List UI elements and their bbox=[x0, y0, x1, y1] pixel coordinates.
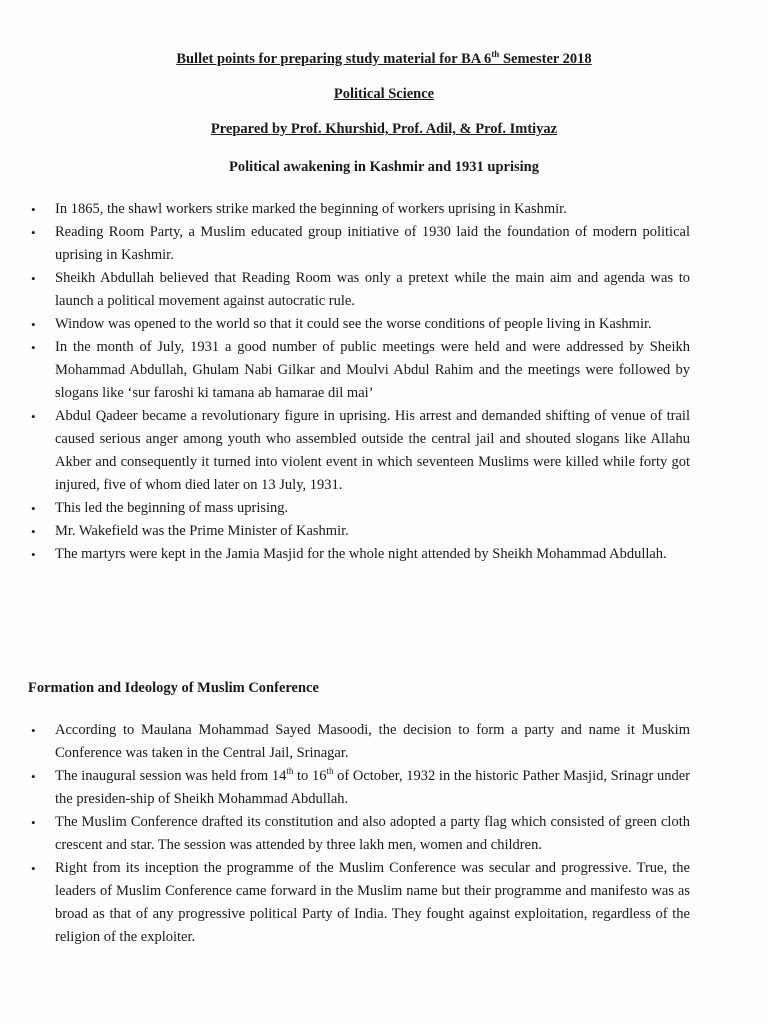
list-item bbox=[0, 336, 690, 405]
section-heading: Formation and Ideology of Muslim Conference bbox=[28, 680, 319, 696]
bullet-icon: • bbox=[31, 225, 36, 240]
list-item-text: According to Maulana Mohammad Sayed Masoodi, the decision to form a party and name it Muskim Conference was taken in the Central Jail, Srinagar. bbox=[55, 722, 690, 761]
list-item-text: The martyrs were kept in the Jamia Masjid for the whole night attended by Sheikh Mohammad Abdullah. bbox=[55, 546, 667, 562]
list-item-text: Reading Room Party, a Muslim educated group initiative of 1930 laid the foundation of modern political uprising in Kashmir. bbox=[55, 224, 690, 263]
bullet-icon: • bbox=[31, 340, 36, 355]
bullet-list-muslim-conference bbox=[0, 719, 690, 949]
list-item bbox=[0, 267, 690, 313]
bullet-icon: • bbox=[31, 524, 36, 539]
text-run: of October, 1932 in the historic Pather Masjid, Srinagr under the presiden-ship of Sheikh Mohammad Abdullah. bbox=[55, 768, 690, 807]
title-text: Bullet points for preparing study material for BA 6 bbox=[176, 50, 492, 67]
bullet-icon: • bbox=[31, 317, 36, 332]
list-item-text: Window was opened to the world so that it could see the worse conditions of people living in Kashmir. bbox=[55, 316, 652, 332]
document-title bbox=[0, 49, 768, 68]
bullet-icon: • bbox=[31, 861, 36, 876]
bullet-icon: • bbox=[31, 409, 36, 424]
superscript: th bbox=[286, 766, 294, 777]
bullet-icon: • bbox=[31, 815, 36, 830]
superscript: th bbox=[326, 766, 334, 777]
topic-heading: Political awakening in Kashmir and 1931 uprising bbox=[229, 159, 539, 175]
bullet-icon: • bbox=[31, 271, 36, 286]
list-item-text: This led the beginning of mass uprising. bbox=[55, 500, 289, 516]
list-item-text: In 1865, the shawl workers strike marked the beginning of workers uprising in Kashmir. bbox=[55, 201, 567, 217]
list-item bbox=[0, 313, 690, 336]
authors-line: Prepared by Prof. Khurshid, Prof. Adil, & Prof. Imtiyaz bbox=[210, 121, 558, 137]
list-item bbox=[0, 811, 690, 857]
list-item-text bbox=[55, 765, 690, 811]
subject-heading: Political Science bbox=[333, 86, 435, 102]
list-item-text: Right from its inception the programme of the Muslim Conference was secular and progressive. True, the leaders of Muslim Conference came forward in the Muslim name but their programme and manifesto was as broad as that of any progressive political Party of India. They fought against exploitation, regardless of the religion of the exploiter. bbox=[55, 860, 690, 945]
list-item bbox=[0, 543, 690, 566]
list-item bbox=[0, 765, 690, 811]
list-item bbox=[0, 520, 690, 543]
bullet-icon: • bbox=[31, 547, 36, 562]
bullet-icon: • bbox=[31, 723, 36, 738]
list-item bbox=[0, 497, 690, 520]
list-item bbox=[0, 198, 690, 221]
list-item-text: In the month of July, 1931 a good number of public meetings were held and were addressed by Sheikh Mohammad Abdullah, Ghulam Nabi Gilkar and Moulvi Abdul Rahim and the meetings were followed by slogans like ‘sur faroshi ki tamana ab hamarae dil mai’ bbox=[55, 339, 690, 401]
list-item bbox=[0, 857, 690, 949]
title-superscript: th bbox=[491, 49, 500, 59]
bullet-icon: • bbox=[31, 769, 36, 784]
bullet-list-uprising bbox=[0, 198, 690, 566]
text-run: The inaugural session was held from 14 bbox=[55, 768, 287, 784]
title-text-end: Semester 2018 bbox=[499, 50, 592, 67]
list-item bbox=[0, 405, 690, 497]
text-run: to 16 bbox=[293, 768, 327, 784]
bullet-icon: • bbox=[31, 202, 36, 217]
list-item-text: The Muslim Conference drafted its constitution and also adopted a party flag which consisted of green cloth crescent and star. The session was attended by three lakh men, women and children. bbox=[55, 814, 690, 853]
list-item-text: Abdul Qadeer became a revolutionary figure in uprising. His arrest and demanded shifting of venue of trail caused serious anger among youth who assembled outside the central jail and shouted slogans like Allahu Akber and consequently it turned into violent event in which seventeen Muslims were killed while forty got injured, five of whom died later on 13 July, 1931. bbox=[55, 408, 690, 493]
list-item-text: Mr. Wakefield was the Prime Minister of Kashmir. bbox=[55, 523, 349, 539]
list-item bbox=[0, 221, 690, 267]
list-item bbox=[0, 719, 690, 765]
list-item-text: Sheikh Abdullah believed that Reading Room was only a pretext while the main aim and agenda was to launch a political movement against autocratic rule. bbox=[55, 270, 690, 309]
bullet-icon: • bbox=[31, 501, 36, 516]
